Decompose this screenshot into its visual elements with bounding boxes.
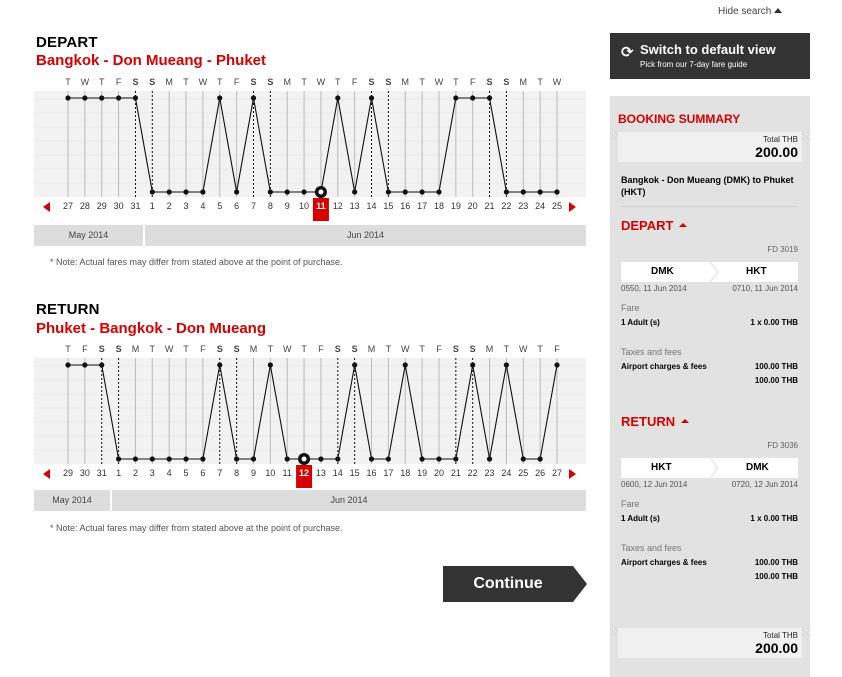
return-weekday-label: T [503, 344, 510, 354]
leg-depart-pax-amount: 1 x 0.00 THB [750, 318, 798, 327]
return-date-label[interactable]: 7 [217, 468, 223, 478]
depart-fare-point[interactable] [521, 189, 526, 194]
depart-weekday-label: M [519, 77, 528, 87]
depart-weekday-label: T [419, 77, 425, 87]
leg-return-taxes-label: Taxes and fees [621, 543, 682, 553]
depart-fare-point[interactable] [133, 95, 138, 100]
return-weekday-label: T [183, 344, 189, 354]
return-weekday-label: T [65, 344, 71, 354]
return-weekday-label: M [249, 344, 258, 354]
depart-date-label[interactable]: 29 [96, 201, 107, 211]
depart-weekday-label: S [385, 77, 392, 87]
return-fare-point[interactable] [487, 456, 492, 461]
leg-depart-airports [621, 262, 798, 282]
return-date-label[interactable]: 4 [166, 468, 172, 478]
depart-date-label[interactable]: 20 [467, 201, 478, 211]
return-date-label[interactable]: 19 [417, 468, 428, 478]
return-weekday-label: M [131, 344, 140, 354]
depart-fare-point[interactable] [234, 189, 239, 194]
depart-date-label[interactable]: 7 [250, 201, 256, 211]
depart-weekday-label: S [250, 77, 257, 87]
return-fare-point[interactable] [268, 362, 273, 367]
return-fare-point[interactable] [352, 362, 357, 367]
return-date-label[interactable]: 24 [501, 468, 512, 478]
depart-fare-point[interactable] [538, 189, 543, 194]
depart-plot-area [34, 91, 586, 197]
depart-weekday-label: W [316, 77, 326, 87]
depart-date-label[interactable]: 6 [234, 201, 240, 211]
return-fare-point[interactable] [470, 362, 475, 367]
depart-weekday-label: W [434, 77, 444, 87]
depart-date-label[interactable]: 8 [267, 201, 273, 211]
return-fare-point[interactable] [403, 362, 408, 367]
return-selected-point-dot [302, 457, 307, 462]
chevron-right-icon [709, 458, 719, 478]
leg-return-airports [621, 458, 798, 478]
return-date-label[interactable]: 17 [383, 468, 394, 478]
depart-route: Bangkok - Don Mueang - Phuket [36, 52, 267, 69]
depart-date-label[interactable]: 16 [400, 201, 411, 211]
return-fare-point[interactable] [116, 456, 121, 461]
depart-fare-point[interactable] [251, 95, 256, 100]
depart-fare-point[interactable] [554, 189, 559, 194]
depart-weekday-label: S [149, 77, 156, 87]
leg-return-total: 100.00 THB [754, 572, 798, 581]
depart-fare-point[interactable] [268, 189, 273, 194]
route-description: Bangkok - Don Mueang (DMK) to Phuket (HKT) [621, 175, 794, 197]
return-fare-point[interactable] [369, 456, 374, 461]
return-fare-point[interactable] [82, 362, 87, 367]
depart-note: * Note: Actual fares may differ from stated above at the point of purchase. [50, 257, 343, 267]
return-fare-point[interactable] [65, 362, 70, 367]
leg-return-fare-label: Fare [621, 499, 640, 509]
return-date-label[interactable]: 26 [535, 468, 546, 478]
depart-weekday-label: T [217, 77, 223, 87]
return-weekday-label: T [385, 344, 392, 354]
return-fare-point[interactable] [183, 456, 188, 461]
booking-summary-title: BOOKING SUMMARY [618, 112, 741, 126]
depart-weekday-label: T [65, 77, 71, 87]
depart-date-label[interactable]: 18 [433, 201, 444, 211]
return-fare-point[interactable] [234, 456, 239, 461]
continue-label: Continue [473, 575, 543, 592]
return-fare-point[interactable] [217, 362, 222, 367]
depart-fare-point[interactable] [386, 189, 391, 194]
depart-weekday-label: F [115, 77, 122, 87]
depart-weekday-label: T [453, 77, 459, 87]
switch-view-subtitle: Pick from our 7-day fare guide [640, 60, 748, 69]
leg-return-pax: 1 Adult (s) [621, 514, 660, 523]
depart-date-label[interactable]: 24 [535, 201, 546, 211]
return-date-label[interactable]: 21 [450, 468, 461, 478]
caret-up-icon [774, 8, 782, 13]
leg-depart-taxes-label: Taxes and fees [621, 347, 682, 357]
return-fare-point[interactable] [150, 456, 155, 461]
return-fare-svg [34, 342, 586, 490]
return-fare-point[interactable] [521, 456, 526, 461]
return-date-label[interactable]: 22 [467, 468, 478, 478]
return-fare-point[interactable] [453, 456, 458, 461]
depart-date-label[interactable]: 12 [332, 201, 343, 211]
leg-return-flight: FD 3036 [767, 441, 798, 450]
depart-month-jun[interactable]: Jun 2014 [145, 225, 586, 246]
return-title: RETURN [36, 301, 100, 318]
depart-fare-point[interactable] [82, 95, 87, 100]
return-date-label[interactable]: 16 [366, 468, 377, 478]
depart-fare-point[interactable] [150, 189, 155, 194]
depart-weekday-label: S [503, 77, 510, 87]
depart-fare-point[interactable] [167, 189, 172, 194]
leg-return-airport-label: Airport charges & fees [621, 558, 707, 567]
depart-fare-point[interactable] [335, 95, 340, 100]
return-fare-point[interactable] [504, 362, 509, 367]
return-weekday-label: W [164, 344, 174, 354]
return-fare-point[interactable] [436, 456, 441, 461]
return-fare-point[interactable] [335, 456, 340, 461]
leg-depart-toggle[interactable] [621, 218, 687, 233]
depart-fare-svg [34, 75, 586, 225]
return-weekday-label: S [469, 344, 476, 354]
return-fare-point[interactable] [386, 456, 391, 461]
return-date-label[interactable]: 9 [250, 468, 256, 478]
leg-return-arr-time: 0720, 12 Jun 2014 [731, 480, 798, 489]
switch-view-title: Switch to default view [640, 42, 776, 57]
depart-date-label[interactable]: 3 [183, 201, 189, 211]
return-date-label[interactable]: 5 [183, 468, 189, 478]
depart-weekday-label: W [198, 77, 208, 87]
return-weekday-label: S [115, 344, 122, 354]
refresh-icon: ⟳ [621, 44, 634, 61]
leg-return-from: HKT [651, 462, 672, 473]
depart-date-label[interactable]: 19 [450, 201, 461, 211]
leg-depart-airport-label: Airport charges & fees [621, 362, 707, 371]
depart-weekday-label: F [469, 77, 476, 87]
return-note: * Note: Actual fares may differ from stated above at the point of purchase. [50, 523, 343, 533]
hide-search-label: Hide search [718, 6, 772, 17]
booking-summary-panel [610, 96, 810, 677]
leg-depart-flight: FD 3019 [767, 245, 798, 254]
return-date-label[interactable]: 31 [96, 468, 107, 478]
return-weekday-label: S [233, 344, 240, 354]
leg-depart-total: 100.00 THB [754, 376, 798, 385]
return-date-label[interactable]: 15 [349, 468, 360, 478]
return-fare-point[interactable] [318, 456, 323, 461]
depart-date-label[interactable]: 4 [200, 201, 206, 211]
return-date-label[interactable]: 11 [282, 468, 292, 478]
hide-search-link[interactable] [718, 6, 782, 17]
return-fare-point[interactable] [538, 456, 543, 461]
return-date-label[interactable]: 1 [116, 468, 122, 478]
return-date-label[interactable]: 13 [315, 468, 326, 478]
depart-date-label[interactable]: 30 [113, 201, 124, 211]
depart-date-label[interactable]: 1 [149, 201, 155, 211]
return-route: Phuket - Bangkok - Don Mueang [36, 320, 267, 337]
depart-date-label[interactable]: 28 [79, 201, 90, 211]
return-fare-point[interactable] [285, 456, 290, 461]
return-fare-point[interactable] [133, 456, 138, 461]
caret-up-icon [679, 223, 687, 227]
return-weekday-label: W [282, 344, 292, 354]
leg-depart-from: DMK [651, 266, 674, 277]
return-weekday-label: F [554, 344, 560, 354]
depart-fare-point[interactable] [352, 189, 357, 194]
depart-date-label[interactable]: 15 [383, 201, 394, 211]
depart-weekday-label: S [132, 77, 139, 87]
return-date-label[interactable]: 12 [299, 468, 310, 478]
depart-month-bar [34, 225, 586, 246]
return-weekday-label: W [400, 344, 410, 354]
return-weekday-label: S [334, 344, 341, 354]
depart-date-label[interactable]: 25 [551, 201, 563, 211]
return-month-bar [34, 490, 586, 511]
leg-depart-arr-time: 0710, 11 Jun 2014 [732, 284, 798, 293]
depart-weekday-label: S [486, 77, 493, 87]
return-fare-point[interactable] [167, 456, 172, 461]
depart-date-label[interactable]: 23 [518, 201, 529, 211]
total-label: Total THB [763, 631, 798, 640]
leg-depart-title: DEPART [621, 218, 674, 233]
caret-up-icon [681, 419, 689, 423]
leg-depart-dep-time: 0550, 11 Jun 2014 [621, 284, 687, 293]
total-value: 200.00 [755, 144, 798, 160]
depart-fare-point[interactable] [369, 95, 374, 100]
return-date-label[interactable]: 14 [332, 468, 343, 478]
depart-fare-point[interactable] [453, 95, 458, 100]
return-date-label[interactable]: 30 [79, 468, 90, 478]
return-fare-point[interactable] [200, 456, 205, 461]
return-date-label[interactable]: 18 [400, 468, 411, 478]
return-date-label[interactable]: 8 [234, 468, 240, 478]
return-date-label[interactable]: 25 [518, 468, 529, 478]
return-weekday-label: S [98, 344, 105, 354]
depart-weekday-label: W [552, 77, 562, 87]
depart-date-label[interactable]: 9 [284, 201, 290, 211]
return-fare-chart [34, 342, 586, 490]
depart-weekday-label: T [98, 77, 105, 87]
depart-date-label[interactable]: 13 [349, 201, 360, 211]
depart-fare-point[interactable] [487, 95, 492, 100]
depart-weekday-label: M [165, 77, 173, 87]
depart-date-label[interactable]: 22 [501, 201, 512, 211]
depart-weekday-label: S [368, 77, 375, 87]
depart-fare-point[interactable] [301, 189, 306, 194]
return-date-label[interactable]: 29 [62, 468, 74, 478]
return-weekday-label: S [216, 344, 223, 354]
return-weekday-label: F [318, 344, 324, 354]
depart-fare-chart [34, 75, 586, 225]
depart-weekday-label: W [80, 77, 90, 87]
leg-return-toggle[interactable] [621, 414, 689, 429]
depart-weekday-label: T [335, 77, 341, 87]
depart-date-label[interactable]: 21 [484, 201, 495, 211]
return-fare-point[interactable] [251, 456, 256, 461]
depart-date-label[interactable]: 27 [62, 201, 74, 211]
depart-date-label[interactable]: 31 [130, 201, 141, 211]
depart-weekday-label: F [351, 77, 358, 87]
total-box-bottom [618, 628, 802, 658]
depart-weekday-label: S [267, 77, 274, 87]
depart-date-label[interactable]: 11 [316, 201, 326, 211]
return-fare-point[interactable] [99, 362, 104, 367]
return-date-label[interactable]: 3 [149, 468, 155, 478]
leg-depart-fare-label: Fare [621, 303, 640, 313]
return-weekday-label: S [452, 344, 459, 354]
depart-fare-point[interactable] [436, 189, 441, 194]
return-weekday-label: T [419, 344, 425, 354]
return-month-may[interactable]: May 2014 [34, 490, 110, 511]
depart-selected-point-dot [318, 190, 323, 195]
depart-date-label[interactable]: 5 [217, 201, 223, 211]
chevron-right-icon [709, 262, 719, 282]
leg-return-to: DMK [746, 462, 769, 473]
depart-fare-point[interactable] [200, 189, 205, 194]
depart-weekday-label: F [233, 77, 240, 87]
depart-fare-point[interactable] [116, 95, 121, 100]
continue-button[interactable] [443, 566, 587, 602]
return-weekday-label: S [351, 344, 358, 354]
depart-weekday-label: T [183, 77, 189, 87]
depart-weekday-label: M [283, 77, 291, 87]
total-label: Total THB [763, 135, 798, 144]
depart-fare-point[interactable] [470, 95, 475, 100]
depart-weekday-label: T [301, 77, 307, 87]
return-month-jun[interactable]: Jun 2014 [112, 490, 586, 511]
depart-fare-point[interactable] [504, 189, 509, 194]
depart-fare-point[interactable] [285, 189, 290, 194]
return-date-label[interactable]: 2 [132, 468, 138, 478]
return-weekday-label: T [301, 344, 307, 354]
return-weekday-label: F [436, 344, 442, 354]
return-weekday-label: F [200, 344, 206, 354]
leg-depart-to: HKT [746, 266, 767, 277]
depart-month-may[interactable]: May 2014 [34, 225, 143, 246]
leg-return-airport-amount: 100.00 THB [754, 558, 798, 567]
leg-return-dep-time: 0600, 12 Jun 2014 [621, 480, 688, 489]
return-fare-point[interactable] [554, 362, 559, 367]
depart-title: DEPART [36, 34, 98, 51]
return-weekday-label: T [537, 344, 543, 354]
leg-return-pax-amount: 1 x 0.00 THB [750, 514, 798, 523]
return-weekday-label: M [367, 344, 376, 354]
depart-date-label[interactable]: 17 [417, 201, 428, 211]
depart-fare-point[interactable] [65, 95, 70, 100]
summary-divider [621, 206, 797, 207]
total-value: 200.00 [755, 640, 798, 656]
return-weekday-label: T [149, 344, 156, 354]
return-date-label[interactable]: 6 [200, 468, 206, 478]
depart-date-label[interactable]: 2 [166, 201, 172, 211]
depart-fare-point[interactable] [420, 189, 425, 194]
depart-fare-point[interactable] [403, 189, 408, 194]
depart-fare-point[interactable] [183, 189, 188, 194]
leg-depart-pax: 1 Adult (s) [621, 318, 660, 327]
depart-weekday-label: M [401, 77, 409, 87]
return-weekday-label: F [82, 344, 88, 354]
depart-date-label[interactable]: 10 [299, 201, 310, 211]
return-fare-point[interactable] [420, 456, 425, 461]
return-weekday-label: W [519, 344, 528, 354]
depart-fare-point[interactable] [99, 95, 104, 100]
depart-weekday-label: T [537, 77, 543, 87]
return-date-label[interactable]: 27 [551, 468, 563, 478]
depart-date-label[interactable]: 14 [366, 201, 377, 211]
switch-view-button[interactable] [610, 33, 810, 79]
leg-depart-airport-amount: 100.00 THB [754, 362, 798, 371]
depart-fare-point[interactable] [217, 95, 222, 100]
return-weekday-label: T [267, 344, 274, 354]
leg-return-title: RETURN [621, 414, 676, 429]
return-date-label[interactable]: 20 [433, 468, 444, 478]
return-date-label[interactable]: 23 [484, 468, 495, 478]
total-box-top [618, 132, 802, 162]
return-date-label[interactable]: 10 [265, 468, 276, 478]
return-weekday-label: M [485, 344, 494, 354]
